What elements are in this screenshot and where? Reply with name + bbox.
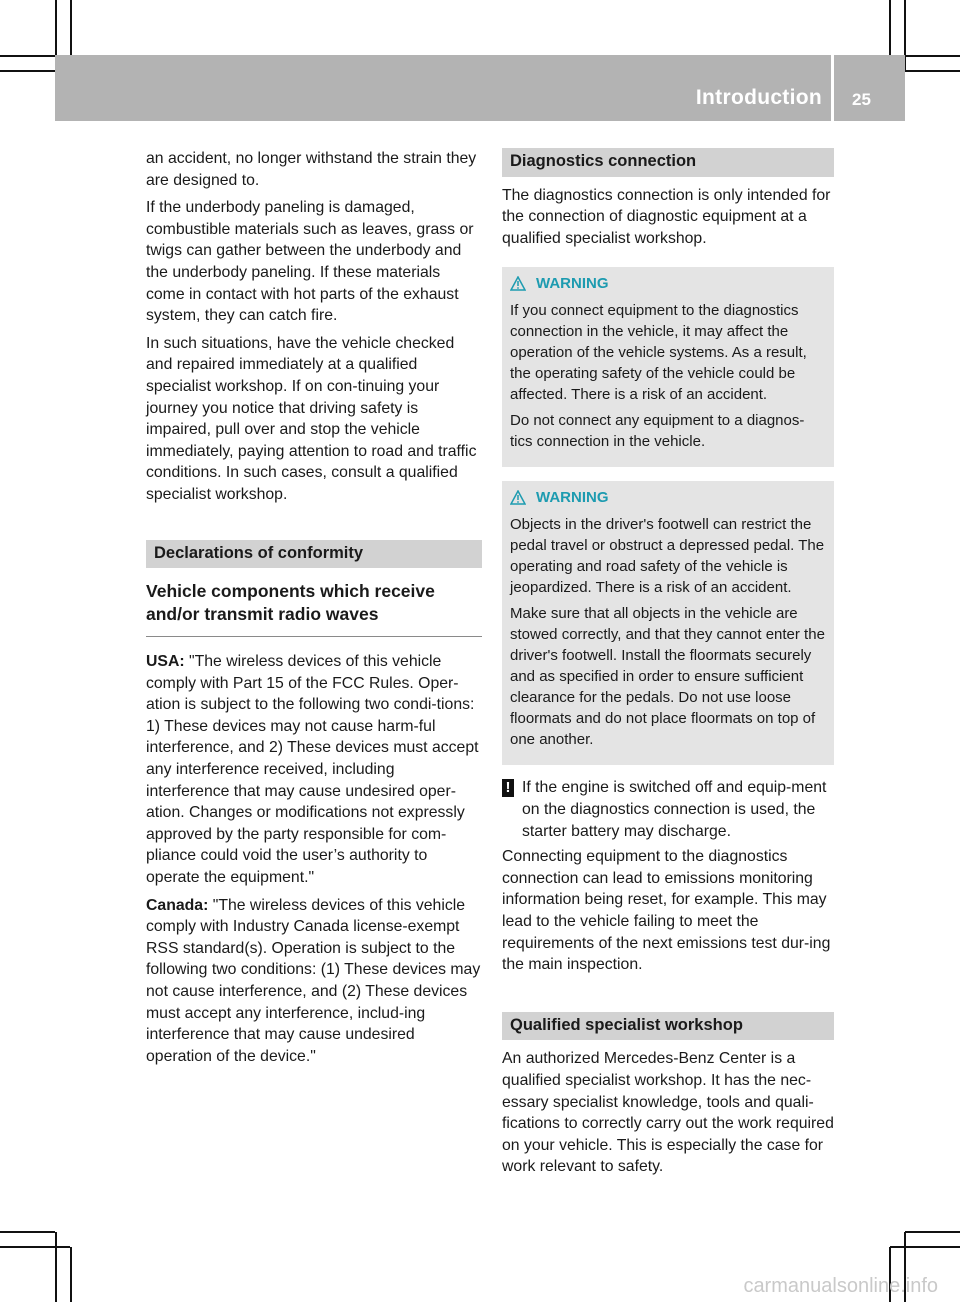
section-heading-workshop: Qualified specialist workshop	[502, 1012, 834, 1041]
usa-paragraph	[146, 651, 482, 889]
usa-label: USA:	[146, 653, 185, 671]
canada-paragraph	[146, 895, 482, 1068]
warning-text: Do not connect any equipment to a diagnos-tics connection in the vehicle.	[510, 412, 805, 451]
body-paragraph: If the underbody paneling is damaged, combustible materials such as leaves, grass or twigs can gather between the underbody and the underbody paneling. If these materials come in contact with hot parts of the exhaust system, they can catch fire.	[146, 199, 474, 325]
canada-text: "The wireless devices of this vehicle comply with Industry Canada license-exempt RSS standard(s). Operation is subject to the following two conditions: (1) These devices may not cause interference, and (2) These devices must accept any interference, includ-ing interference that may cause undesired operation of the device."	[146, 896, 481, 1065]
crop-mark	[905, 1231, 960, 1233]
exclamation-icon: !	[502, 779, 514, 797]
diagnostics-intro: The diagnostics connection is only intended for the connection of diagnostic equipment at a qualified specialist workshop.	[502, 186, 831, 247]
usa-text: "The wireless devices of this vehicle comply with Part 15 of the FCC Rules. Oper-ation is subject to the following two condi-tions: 1) These devices may not cause harm-ful interference, and 2) These devices must accept any interference received, including interference that may cause undesired oper-ation. Changes or modifications not expressly approved by the party responsible for com-pliance could void the user’s authority to operate the equipment."	[146, 653, 479, 887]
subheading-radio-components: Vehicle components which receive and/or transmit radio waves	[146, 580, 482, 637]
watermark: carmanualsonline.info	[743, 1275, 938, 1297]
body-paragraph: Connecting equipment to the diagnostics connection can lead to emissions monitoring information being reset, for example. This may lead to the vehicle failing to meet the requirements of the next emissions test dur-ing the main inspection.	[502, 848, 831, 974]
note-text: If the engine is switched off and equip-ment on the diagnostics connection is used, the starter battery may discharge.	[522, 779, 827, 840]
warning-text: Make sure that all objects in the vehicle are stowed correctly, and that they cannot enter the driver's footwell. Install the floormats securely and as specified in order to ensure sufficient clearance for the pedals. Do not use loose floormats and do not place floormats on top of one another.	[510, 605, 825, 749]
warning-box	[502, 267, 834, 467]
warning-box	[502, 481, 834, 765]
crop-mark	[55, 1232, 57, 1302]
warning-text: If you connect equipment to the diagnostics connection in the vehicle, it may affect the operation of the vehicle systems. As a result, the operating safety of the vehicle could be affected. There is a risk of an accident.	[510, 302, 807, 404]
left-column	[146, 148, 482, 1073]
body-paragraph: an accident, no longer withstand the strain they are designed to.	[146, 150, 477, 189]
crop-mark	[0, 70, 55, 72]
warning-text: Objects in the driver's footwell can restrict the pedal travel or obstruct a depressed pedal. The operating and road safety of the vehicle is jeopardized. There is a risk of an accident.	[510, 516, 825, 597]
body-paragraph: An authorized Mercedes-Benz Center is a qualified specialist workshop. It has the nec-essary specialist knowledge, tools and quali-fications to correctly carry out the work required on your vehicle. This is especially the case for work relevant to safety.	[502, 1050, 834, 1176]
section-heading-declarations: Declarations of conformity	[146, 540, 482, 569]
page-title: Introduction	[695, 86, 822, 109]
body-paragraph: In such situations, have the vehicle checked and repaired immediately at a qualified specialist workshop. If on con-tinuing your journey you notice that driving safety is impaired, pull over and stop the vehicle immediately, paying attention to road and traffic conditions. In such cases, consult a qualified specialist workshop.	[146, 334, 477, 503]
canada-label: Canada:	[146, 896, 209, 914]
right-column	[502, 148, 834, 1184]
crop-mark	[889, 0, 891, 55]
warning-triangle-icon	[510, 276, 526, 291]
note	[502, 777, 834, 842]
page-number: 25	[852, 90, 871, 109]
header-divider	[831, 55, 834, 121]
warning-triangle-icon	[510, 490, 526, 505]
crop-mark	[70, 1247, 72, 1302]
crop-mark	[0, 1246, 70, 1248]
section-heading-diagnostics: Diagnostics connection	[502, 148, 834, 177]
crop-mark	[890, 1246, 960, 1248]
warning-label: WARNING	[536, 489, 609, 507]
crop-mark	[0, 1231, 55, 1233]
warning-label: WARNING	[536, 275, 609, 293]
crop-mark	[70, 0, 72, 55]
crop-mark	[905, 70, 960, 72]
